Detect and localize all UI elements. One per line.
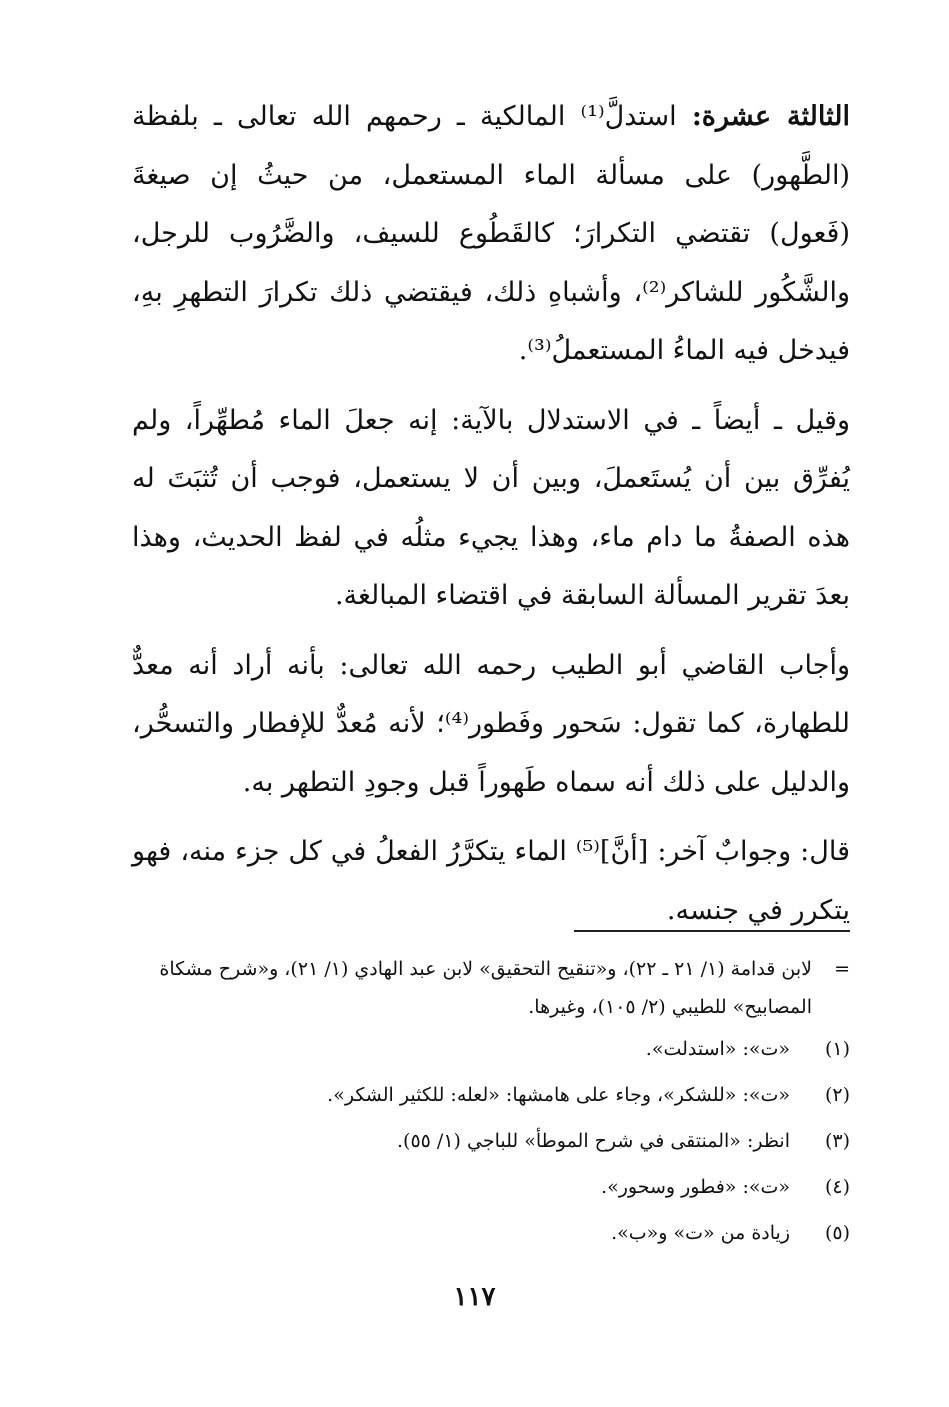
main-text (132, 88, 850, 940)
footnote-item (132, 1118, 850, 1164)
footnote-text: «ت»: «فطور وسحور». (601, 1176, 790, 1198)
footnote-text: «ت»: «استدلت». (645, 1038, 790, 1060)
paragraph-text: وأجاب القاضي أبو الطيب رحمه الله تعالى: بأنه أراد أنه معدٌّ للطهارة، كما تقول: سَحور وفَطور⁽⁴⁾؛ لأنه مُعدٌّ للإفطار والتسحُّر، والدليل على ذلك أنه سماه طَهوراً قبل وجودِ التطهر به. (132, 649, 850, 798)
paragraph-text: قال: وجوابٌ آخر: [أنَّ]⁽⁵⁾ الماء يتكرَّرُ الفعلُ في كل جزء منه، فهو يتكرر في جنسه. (132, 836, 850, 926)
paragraph (132, 637, 850, 813)
page-number: ١١٧ (453, 1282, 496, 1312)
footnote-item (132, 1026, 850, 1072)
paragraph (132, 823, 850, 940)
footnote-divider (574, 930, 850, 932)
paragraph (132, 392, 850, 626)
paragraph-lead: الثالثة عشرة: (691, 101, 850, 132)
footnote-number: (٤) (824, 1176, 850, 1198)
paragraph-text: وقيل ـ أيضاً ـ في الاستدلال بالآية: إنه جعلَ الماء مُطهِّراً، ولم يُفرِّق بين أن يُستَعملَ، وبين أن لا يستعمل، فوجب أن تُثبَتَ له هذه الصفةُ ما دام ماء، وهذا يجيء مثلُه في لفظ الحديث، وهذا بعدَ تقرير المسألة السابقة في اقتضاء المبالغة. (132, 404, 850, 611)
footnote-number: (٢) (824, 1084, 850, 1106)
footnote-text: انظر: «المنتقى في شرح الموطأ» للباجي (١/ ٥٥). (397, 1130, 790, 1152)
footnote-number: (١) (824, 1038, 850, 1060)
footnote-number: (٣) (824, 1130, 850, 1152)
footnote-item (132, 1210, 850, 1256)
footnote-item (132, 1164, 850, 1210)
paragraph (132, 88, 850, 381)
footnote-continuation-marker: = (834, 958, 850, 980)
footnotes (132, 950, 850, 1256)
paragraph-text: استدلَّ⁽¹⁾ المالكية ـ رحمهم الله تعالى ـ بلفظة (الطَّهور) على مسألة الماء المستعمل، من حيثُ إن صيغةَ (فَعول) تقتضي التكرارَ؛ كالقَطُوع للسيف، والضَّرُوب للرجل، والشَّكُور للشاكر⁽²⁾، وأشباهِ ذلك، فيقتضي ذلك تكرارَ التطهرِ بهِ، فيدخل فيه الماءُ المستعملُ⁽³⁾. (132, 101, 850, 366)
footnote-text: لابن قدامة (١/ ٢١ ـ ٢٢)، و«تنقيح التحقيق» لابن عبد الهادي (١/ ٢١)، و«شرح مشكاة المصابيح» للطيبي (٢/ ١٠٥)، وغيرها. (159, 958, 812, 1018)
footnote-continuation (132, 950, 850, 1026)
footnote-text: «ت»: «للشكر»، وجاء على هامشها: «لعله: للكثير الشكر». (327, 1084, 790, 1106)
footnote-text: زيادة من «ت» و«ب». (611, 1222, 790, 1244)
footnote-item (132, 1072, 850, 1118)
footnote-number: (٥) (824, 1222, 850, 1244)
